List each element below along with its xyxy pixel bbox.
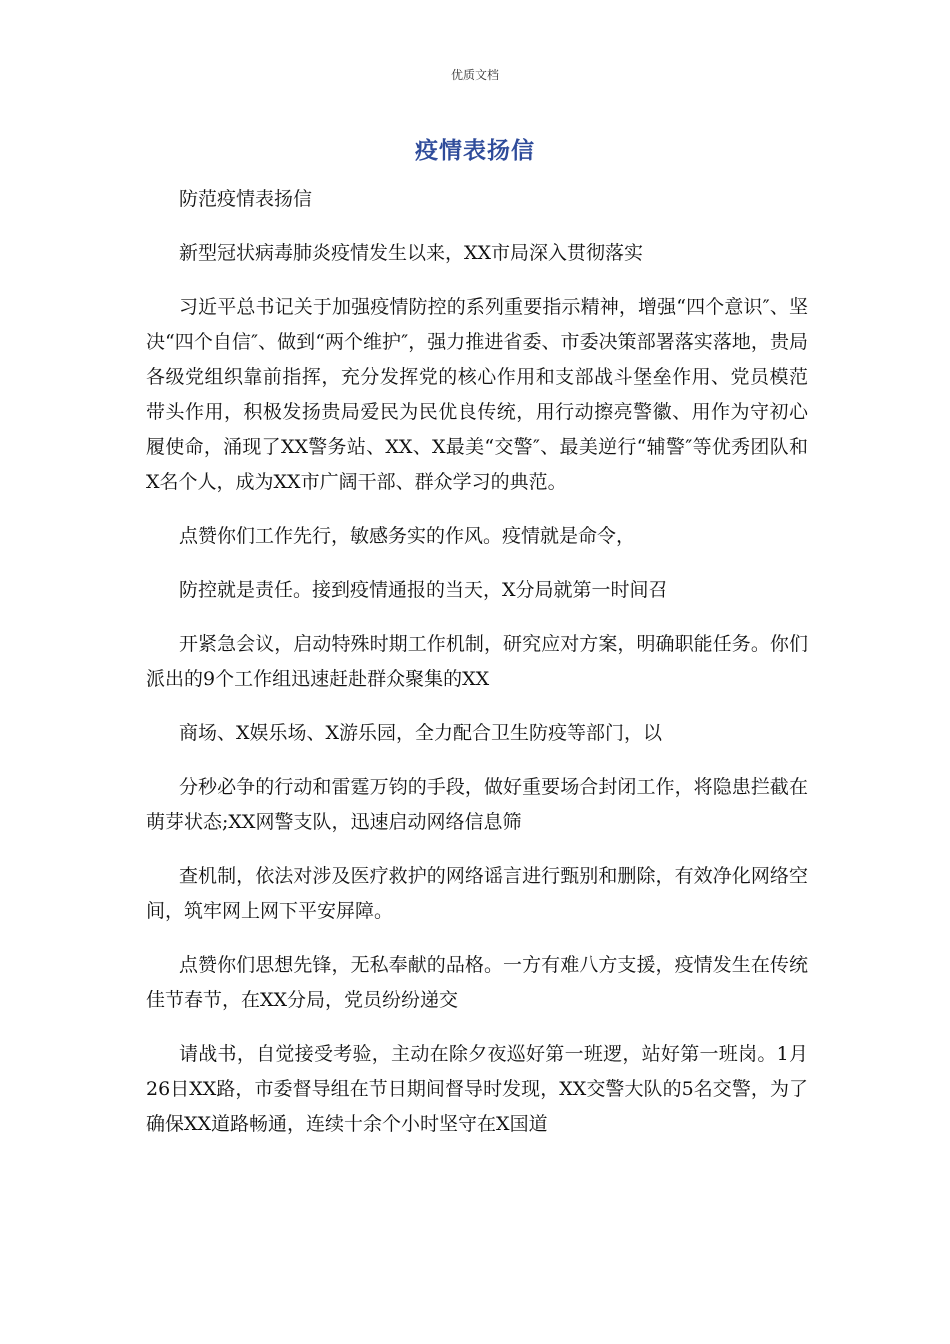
paragraph: 点赞你们思想先锋，无私奉献的品格。一方有难八方支援，疫情发生在传统佳节春节，在XX分局，党员纷纷递交 [146,954,808,1011]
paragraph: 开紧急会议，启动特殊时期工作机制，研究应对方案，明确职能任务。你们派出的9个工作组迅速赶赴群众聚集的XX [146,633,808,690]
paragraph: 商场、X娱乐场、X游乐园，全力配合卫生防疫等部门，以 [179,722,663,744]
paragraph: 点赞你们工作先行，敏感务实的作风。疫情就是命令， [179,525,636,547]
document-title: 疫情表扬信 [415,138,535,164]
paragraph: 查机制，依法对涉及医疗救护的网络谣言进行甄别和删除，有效净化网络空间，筑牢网上网下平安屏障。 [146,865,808,922]
paragraph: 新型冠状病毒肺炎疫情发生以来，XX市局深入贯彻落实 [179,242,644,264]
paragraph: 请战书，自觉接受考验，主动在除夕夜巡好第一班逻，站好第一班岗。1月26日XX路，市委督导组在节日期间督导时发现，XX交警大队的5名交警，为了确保XX道路畅通，连续十余个小时坚守在X国道 [146,1043,808,1135]
document-body [146,182,808,1161]
paragraph: 防控就是责任。接到疫情通报的当天，X分局就第一时间召 [179,579,668,601]
paragraph: 习近平总书记关于加强疫情防控的系列重要指示精神，增强“四个意识″、坚决“四个自信″、做到“两个维护″，强力推进省委、市委决策部署落实落地，贵局各级党组织靠前指挥，充分发挥党的核心作用和支部战斗堡垒作用、党员模范带头作用，积极发扬贵局爱民为民优良传统，用行动擦亮警徽、用作为守初心履使命，涌现了XX警务站、XX、X最美“交警″、最美逆行“辅警″等优秀团队和X名个人，成为XX市广阔干部、群众学习的典范。 [146,296,808,493]
header-label: 优质文档 [450,68,499,82]
paragraph: 分秒必争的行动和雷霆万钧的手段，做好重要场合封闭工作，将隐患拦截在萌芽状态;XX网警支队，迅速启动网络信息筛 [146,776,808,833]
paragraph-subtitle: 防范疫情表扬信 [179,188,313,210]
